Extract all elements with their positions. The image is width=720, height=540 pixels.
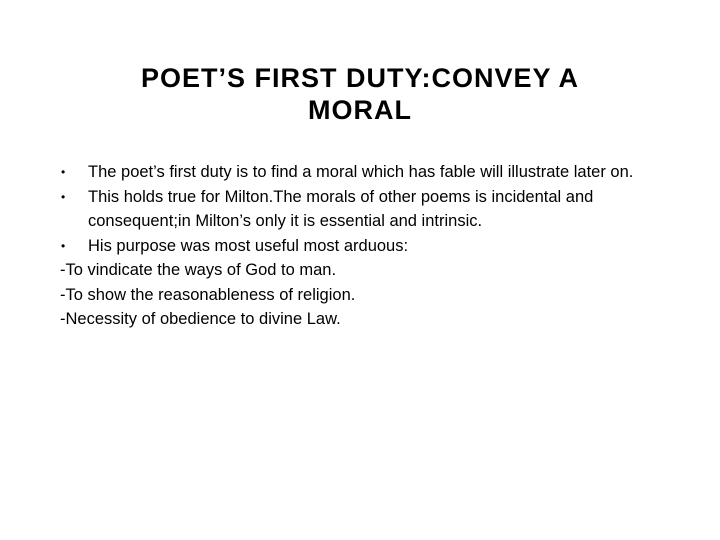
body-line: -To vindicate the ways of God to man. (60, 261, 337, 279)
bullet-item (60, 234, 670, 259)
bullet-text: The poet’s first duty is to find a moral which has fable will illustrate later on. (88, 163, 634, 181)
bullet-item (60, 160, 670, 185)
body-line: -To show the reasonableness of religion. (60, 285, 356, 304)
slide-title (100, 62, 620, 126)
slide-body (60, 160, 670, 332)
bullet-mark: • (61, 238, 66, 253)
body-line: -Necessity of obedience to divine Law. (60, 310, 341, 328)
bullet-mark: • (61, 165, 66, 179)
title-line-1: POET’S FIRST DUTY:CONVEY A (140, 63, 580, 93)
title-line-2: MORAL (308, 95, 412, 125)
bullet-mark: • (61, 189, 66, 204)
bullet-item (60, 185, 670, 234)
bullet-text: His purpose was most useful most arduous: (88, 236, 409, 255)
bullet-text: This holds true for Milton.The morals of other poems is incidental and consequent;in Milton’s only it is essential and intrinsic. (88, 187, 594, 230)
